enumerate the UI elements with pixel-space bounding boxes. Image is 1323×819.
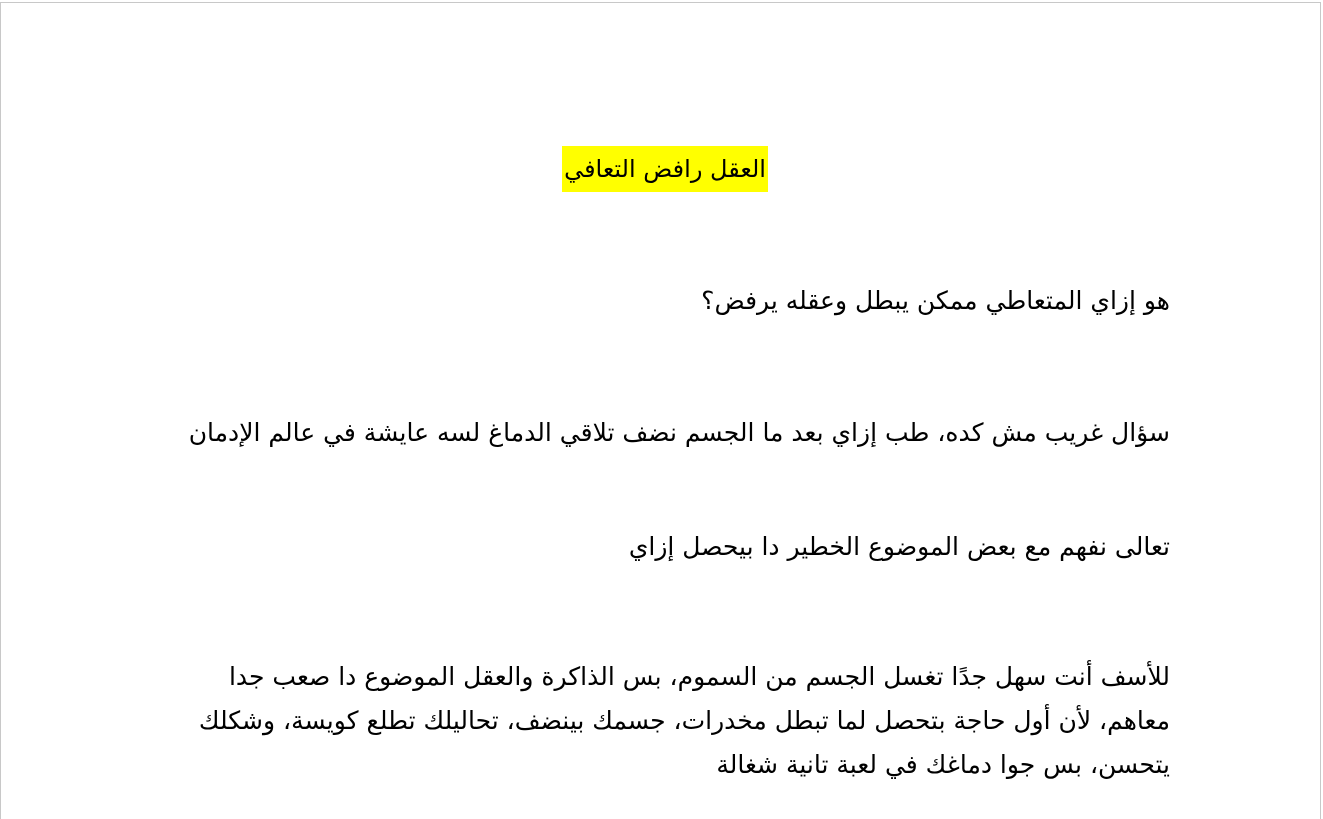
paragraph-explore: تعالى نفهم مع بعض الموضوع الخطير دا بيحصل إزاي	[628, 532, 1170, 561]
paragraph-body: للأسف أنت سهل جدًا تغسل الجسم من السموم، بس الذاكرة والعقل الموضوع دا صعب جدا معاهم، لأن أول حاجة بتحصل لما تبطل مخدرات، جسمك بينضف، تحاليلك تطلع كويسة، وشكلك يتحسن، بس جوا دماغك في لعبة تانية شغالة	[198, 662, 1170, 779]
paragraph-question: هو إزاي المتعاطي ممكن يبطل وعقله يرفض؟	[701, 286, 1170, 315]
paragraph-intro: سؤال غريب مش كده، طب إزاي بعد ما الجسم نضف تلاقي الدماغ لسه عايشة في عالم الإدمان	[188, 418, 1170, 447]
document-title: العقل رافض التعافي	[562, 146, 768, 192]
title-line	[160, 146, 1170, 192]
